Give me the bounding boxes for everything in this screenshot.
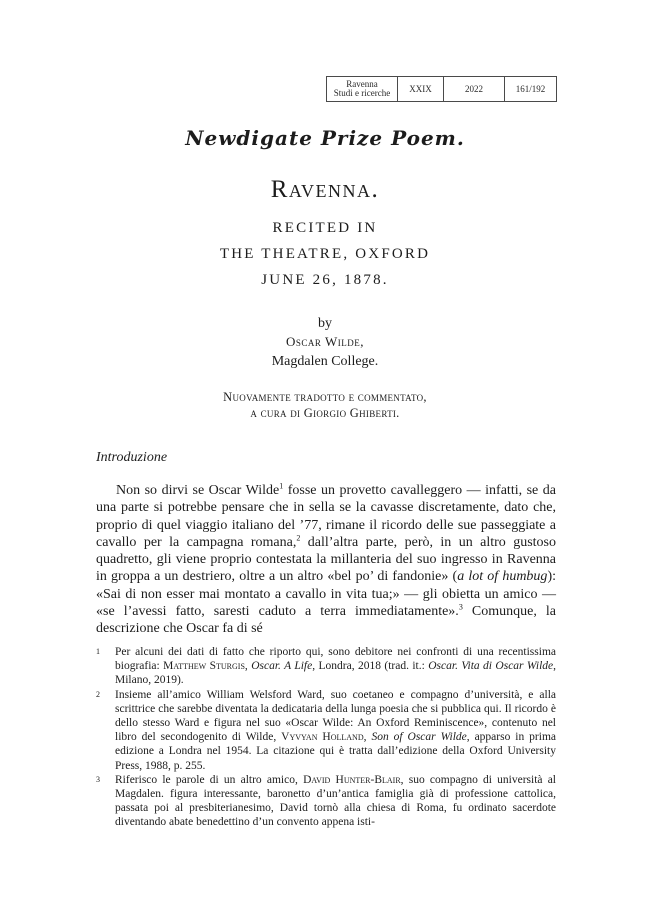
journal-name-line1: Ravenna xyxy=(346,79,378,89)
footnote-number: 1 xyxy=(96,647,100,656)
footnotes xyxy=(96,645,556,830)
translation-credit-line2: a cura di Giorgio Ghiberti. xyxy=(250,406,400,420)
journal-pages: 161/192 xyxy=(504,77,556,101)
author-name: Oscar Wilde, xyxy=(286,334,364,349)
footnote-ref-1[interactable]: 1 xyxy=(279,481,284,491)
footnote-book-title: Oscar. A Life xyxy=(251,660,313,673)
body-paragraph xyxy=(96,482,556,638)
footnote-text: , Londra, 2018 (trad. it.: xyxy=(312,660,429,673)
footnote-number: 3 xyxy=(96,774,100,784)
footnote-text: , apparso in prima edizione a Londra nel 1954. La citazione qui è tratta dall’edizione della Oxford University Press, 1988, p. 255. xyxy=(115,731,557,772)
footnote-ref-3[interactable]: 3 xyxy=(458,602,463,612)
journal-name-line2: Studi e ricerche xyxy=(333,88,391,98)
footnote-ref-2[interactable]: 2 xyxy=(296,533,301,543)
footnote-author: Matthew Sturgis xyxy=(163,660,245,673)
footnote-text: Per alcuni dei dati di fatto che riporto qui, sono debitore nei confronti di una recentissima biografia: xyxy=(115,646,556,673)
footnote-author: Vyvyan Holland xyxy=(281,731,364,744)
by-line: by xyxy=(318,316,332,331)
footnote-text: , Milano, 2019). xyxy=(115,660,556,687)
journal-year: 2022 xyxy=(443,77,504,101)
paragraph-text-5: Comunque, la descrizione che Oscar fa di sé xyxy=(96,604,556,637)
date-line: JUNE 26, 1878. xyxy=(261,272,389,288)
footnote-2 xyxy=(96,688,556,773)
poem-title: Ravenna. xyxy=(270,176,380,203)
footnote-book-title: Oscar. Vita di Oscar Wilde xyxy=(428,660,554,673)
footnote-1 xyxy=(96,645,556,688)
footnote-author: David Hunter-Blair xyxy=(303,773,401,786)
college-name: Magdalen College. xyxy=(271,354,379,369)
paragraph-text-1: Non so dirvi se Oscar Wilde xyxy=(116,483,280,498)
paragraph-text-4: ): «Sai di non esser mai montato a cavallo in vita tua;» — gli obietta un amico — «se l’avessi fatto, saresti caduto a terra immediatamente». xyxy=(96,569,556,620)
footnote-number: 2 xyxy=(96,689,100,699)
journal-name xyxy=(327,77,397,101)
recited-line: RECITED IN xyxy=(272,220,378,236)
section-title: Introduzione xyxy=(96,450,168,465)
paragraph-text-3: dall’altra parte, però, in un altro gustoso quadretto, gli viene proprio contestata la millanteria del suo ingresso in Ravenna in groppa a un destriero, oltre a un altro «bel po’ di fandonie» ( xyxy=(96,534,557,585)
footnote-text: Riferisco le parole di un altro amico, xyxy=(115,773,304,786)
footnote-book-title: Son of Oscar Wilde xyxy=(371,731,467,744)
paragraph-italic-phrase: a lot of humbug xyxy=(457,569,548,585)
journal-header xyxy=(326,76,557,102)
prize-heading: Newdigate Prize Poem. xyxy=(185,126,465,150)
theatre-line: THE THEATRE, OXFORD xyxy=(219,246,431,262)
footnote-text: Insieme all’amico William Welsford Ward, suo coetaneo e compagno d’università, e alla scrittrice che sarebbe diventata la dedicataria della lunga poesia che si pubblica qui. Il ricordo è dello stesso Ward e figura nel suo «Oscar Wilde: An Oxford Reminiscence», contenuto nel libro del secondogenito di Wilde, xyxy=(115,688,556,744)
translation-credit-line1: Nuovamente tradotto e commentato, xyxy=(223,390,427,404)
footnote-3 xyxy=(96,773,556,830)
paragraph-text-2: fosse un provetto cavalleggero — infatti, se da una parte si potrebbe pensare che in sella se la cavasse discretamente, dato che, proprio di quel viaggio italiano del ’77, rimane il ricordo delle sue passeggiate a cavallo per la campagna romana, xyxy=(96,483,556,550)
journal-volume: XXIX xyxy=(397,77,443,101)
footnote-text: , xyxy=(244,660,252,673)
footnote-text: , xyxy=(363,731,372,744)
footnote-text: , suo compagno di università al Magdalen. figura interessante, baronetto d’un’antica famiglia già di professione cattolica, passata poi al presbiterianesimo, David tornò alla chiesa di Roma, fu ordinato sacerdote diventando abate benedettino d’un convento appena isti- xyxy=(115,773,556,829)
